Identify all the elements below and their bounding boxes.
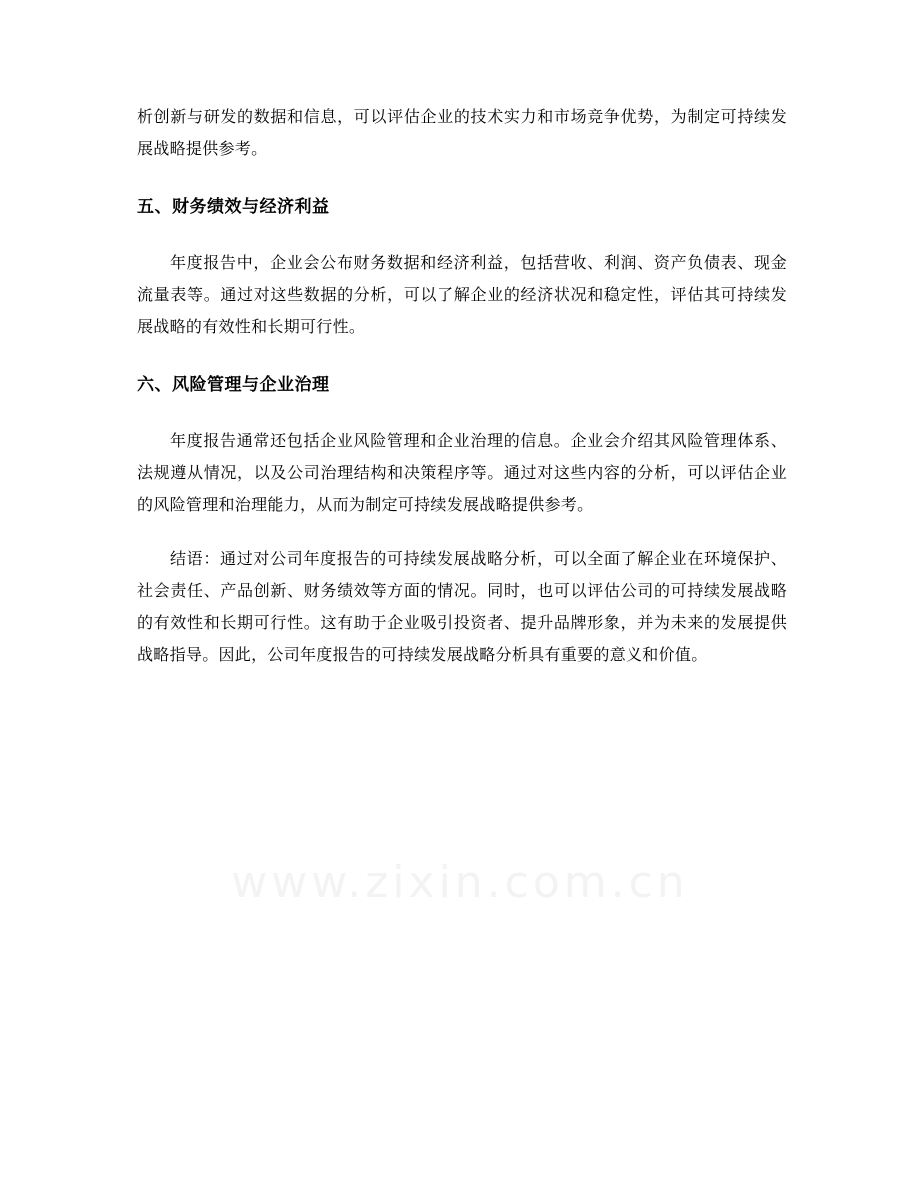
spacer — [137, 343, 787, 369]
spacer — [137, 223, 787, 247]
section-6-paragraph: 年度报告通常还包括企业风险管理和企业治理的信息。企业会介绍其风险管理体系、法规遵从情况，以及公司治理结构和决策程序等。通过对这些内容的分析，可以评估企业的风险管理和治理能力，从而为制定可持续发展战略提供参考。 — [137, 431, 787, 514]
spacer — [137, 165, 787, 191]
spacer — [137, 521, 787, 543]
document-body — [137, 101, 787, 671]
conclusion-paragraph: 结语：通过对公司年度报告的可持续发展战略分析，可以全面了解企业在环境保护、社会责任、产品创新、财务绩效等方面的情况。同时，也可以评估公司的可持续发展战略的有效性和长期可行性。这有助于企业吸引投资者、提升品牌形象，并为未来的发展提供战略指导。因此，公司年度报告的可持续发展战略分析具有重要的意义和价值。 — [137, 549, 787, 664]
section-5-paragraph: 年度报告中，企业会公布财务数据和经济利益，包括营收、利润、资产负债表、现金流量表等。通过对这些数据的分析，可以了解企业的经济状况和稳定性，评估其可持续发展战略的有效性和长期可行性。 — [137, 253, 787, 336]
spacer — [137, 401, 787, 425]
watermark: www.zixin.com.cn — [231, 857, 689, 908]
section-5-heading: 五、财务绩效与经济利益 — [137, 197, 330, 217]
intro-paragraph: 析创新与研发的数据和信息，可以评估企业的技术实力和市场竞争优势，为制定可持续发展战略提供参考。 — [137, 107, 787, 158]
section-6-heading: 六、风险管理与企业治理 — [137, 375, 330, 395]
